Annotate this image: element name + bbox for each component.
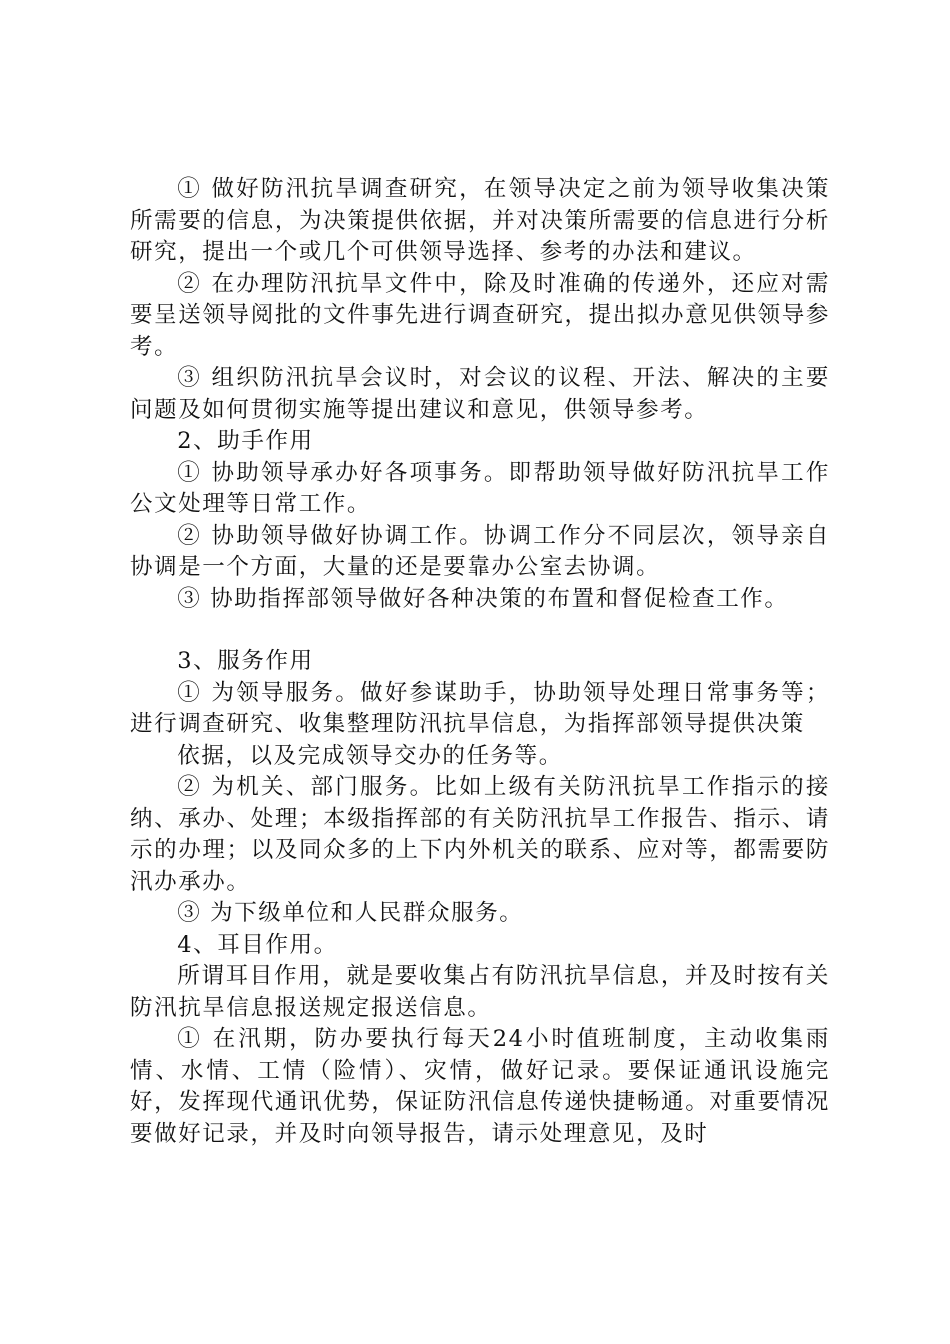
- paragraph-12: ① 在汛期，防办要执行每天24小时值班制度，主动收集雨情、水情、工情（险情）、灾情，做好记录。要保证通讯设施完好，发挥现代通讯优势，保证防汛信息传递快捷畅通。对重要情况要做好记录，并及时向领导报告，请示处理意见，及时: [130, 1026, 830, 1147]
- section-heading-2: 2、助手作用: [177, 428, 314, 454]
- paragraph-4: ① 协助领导承办好各项事务。即帮助领导做好防汛抗旱工作公文处理等日常工作。: [130, 459, 830, 517]
- paragraph-11: 所谓耳目作用，就是要收集占有防汛抗旱信息，并及时按有关防汛抗旱信息报送规定报送信息。: [130, 963, 830, 1021]
- paragraph-1: ① 做好防汛抗旱调查研究，在领导决定之前为领导收集决策所需要的信息，为决策提供依据，并对决策所需要的信息进行分析研究，提出一个或几个可供领导选择、参考的办法和建议。: [130, 176, 830, 265]
- blank-line: [130, 615, 830, 646]
- paragraph-6: ③ 协助指挥部领导做好各种决策的布置和督促检查工作。: [177, 585, 789, 612]
- paragraph-7: ① 为领导服务。做好参谋助手，协助领导处理日常事务等；进行调查研究、收集整理防汛抗旱信息，为指挥部领导提供决策: [130, 679, 830, 737]
- paragraph-2: ② 在办理防汛抗旱文件中，除及时准确的传递外，还应对需要呈送领导阅批的文件事先进行调查研究，提出拟办意见供领导参考。: [130, 270, 830, 360]
- section-heading-4: 4、耳目作用。: [177, 931, 338, 958]
- paragraph-8: 依据，以及完成领导交办的任务等。: [177, 742, 563, 769]
- paragraph-9: ② 为机关、部门服务。比如上级有关防汛抗旱工作指示的接纳、承办、处理；本级指挥部的有关防汛抗旱工作报告、指示、请示的办理；以及同众多的上下内外机关的联系、应对等，都需要防汛办承办。: [130, 774, 830, 895]
- paragraph-10: ③ 为下级单位和人民群众服务。: [177, 900, 524, 926]
- paragraph-3: ③ 组织防汛抗旱会议时，对会议的议程、开法、解决的主要问题及如何贯彻实施等提出建议和意见，供领导参考。: [130, 365, 830, 423]
- section-heading-3: 3、服务作用: [177, 648, 314, 674]
- paragraph-5: ② 协助领导做好协调工作。协调工作分不同层次，领导亲自协调是一个方面，大量的还是要靠办公室去协调。: [130, 522, 830, 580]
- document-body: [130, 174, 830, 1150]
